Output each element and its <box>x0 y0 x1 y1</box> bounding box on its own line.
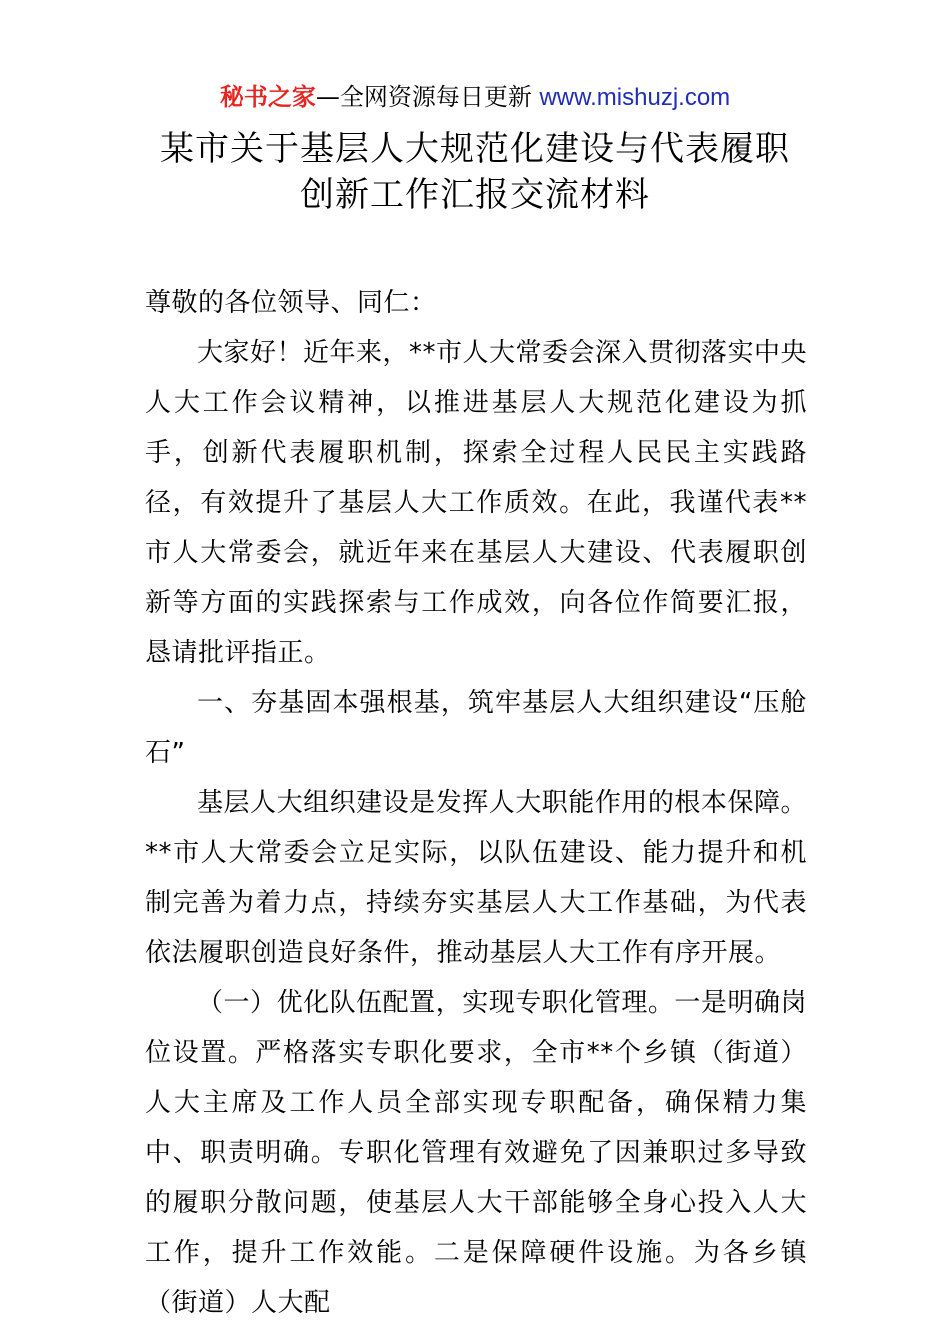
paragraph-intro: 大家好！近年来，**市人大常委会深入贯彻落实中央人大工作会议精神，以推进基层人大规范化建设为抓手，创新代表履职机制，探索全过程人民民主实践路径，有效提升了基层人大工作质效。在此，我谨代表**市人大常委会，就近年来在基层人大建设、代表履职创新等方面的实践探索与工作成效，向各位作简要汇报，恳请批评指正。 <box>145 338 808 668</box>
paragraph-subsection-1: （一）优化队伍配置，实现专职化管理。一是明确岗位设置。严格落实专职化要求，全市**个乡镇（街道）人大主席及工作人员全部实现专职配备，确保精力集中、职责明确。专职化管理有效避免了因兼职过多导致的履职分散问题，使基层人大干部能够全身心投入人大工作，提升工作效能。二是保障硬件设施。为各乡镇（街道）人大配 <box>145 988 807 1318</box>
header-tagline: —全网资源每日更新 <box>315 83 540 111</box>
site-header <box>0 80 950 115</box>
section-heading-1: 一、夯基固本强根基，筑牢基层人大组织建设“压舱石” <box>145 688 807 768</box>
paragraph-section-1: 基层人大组织建设是发挥人大职能作用的根本保障。**市人大常委会立足实际，以队伍建设、能力提升和机制完善为着力点，持续夯实基层人大工作基础，为代表依法履职创造良好条件，推动基层人大工作有序开展。 <box>145 788 807 968</box>
site-url[interactable]: www.mishuzj.com <box>539 84 731 111</box>
document-body <box>145 278 807 1328</box>
title-line-2: 创新工作汇报交流材料 <box>300 175 650 215</box>
salutation: 尊敬的各位领导、同仁： <box>145 288 437 318</box>
title-line-1: 某市关于基层人大规范化建设与代表履职 <box>160 129 790 169</box>
document-title <box>100 126 850 218</box>
brand-name: 秘书之家 <box>219 83 316 111</box>
